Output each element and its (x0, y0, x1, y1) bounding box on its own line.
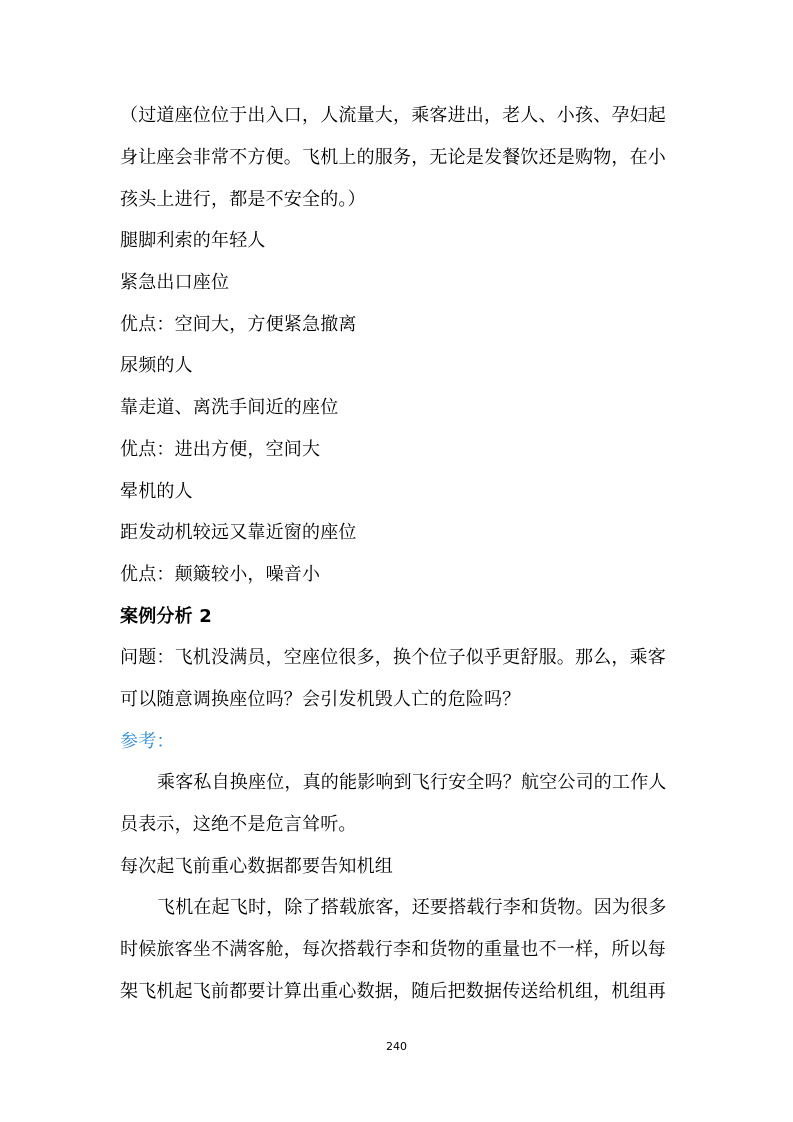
list-item: 优点：颠簸较小，噪音小 (120, 564, 321, 585)
list-item: 尿频的人 (120, 355, 193, 376)
list-item: 距发动机较远又靠近窗的座位 (120, 522, 357, 543)
reference-line: 乘客私自换座位，真的能影响到飞行安全吗？航空公司的工作人 (157, 772, 667, 793)
reference-label: 参考： (120, 731, 175, 752)
paragraph-line: 身让座会非常不方便。飞机上的服务，无论是发餐饮还是购物，在小 (120, 147, 666, 168)
list-item: 靠走道、离洗手间近的座位 (120, 397, 339, 418)
section-heading: 案例分析 2 (120, 606, 212, 627)
reference-line: 飞机在起飞时，除了搭载旅客，还要搭载行李和货物。因为很多 (157, 897, 667, 918)
list-item: 腿脚利索的年轻人 (120, 230, 266, 251)
reference-line: 时候旅客坐不满客舱，每次搭载行李和货物的重量也不一样，所以每 (120, 939, 666, 960)
list-item: 紧急出口座位 (120, 272, 230, 293)
list-item: 晕机的人 (120, 481, 193, 502)
list-item: 优点：进出方便，空间大 (120, 439, 321, 460)
paragraph-line: （过道座位位于出入口，人流量大，乘客进出，老人、小孩、孕妇起 (120, 105, 666, 126)
subheading-line: 每次起飞前重心数据都要告知机组 (120, 856, 393, 877)
paragraph-line: 孩头上进行，都是不安全的。） (120, 189, 366, 210)
reference-line: 架飞机起飞前都要计算出重心数据，随后把数据传送给机组，机组再 (120, 981, 666, 1002)
list-item: 优点：空间大，方便紧急撤离 (120, 314, 357, 335)
question-line: 可以随意调换座位吗？会引发机毁人亡的危险吗？ (120, 689, 521, 710)
question-line: 问题：飞机没满员，空座位很多，换个位子似乎更舒服。那么，乘客 (120, 647, 666, 668)
reference-line: 员表示，这绝不是危言耸听。 (120, 814, 357, 835)
page-number: 240 (386, 1040, 407, 1053)
